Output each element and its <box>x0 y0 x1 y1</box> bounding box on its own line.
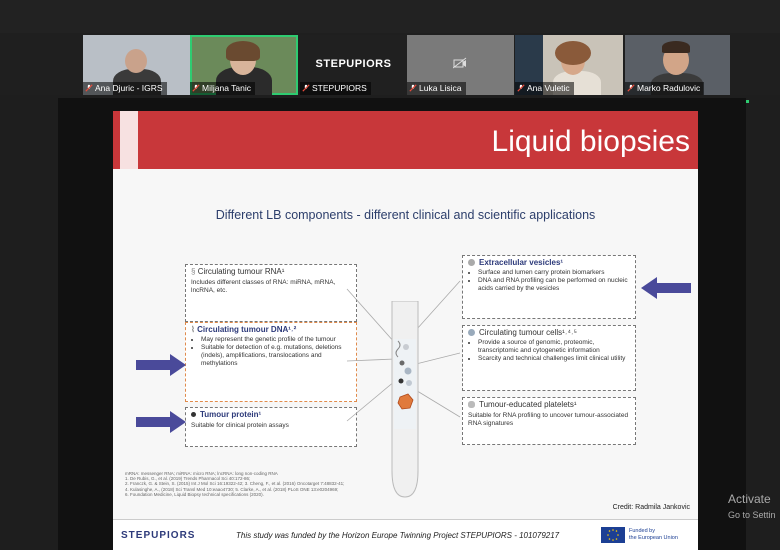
participant-name-label: Marko Radulovic <box>625 82 704 95</box>
windows-activation-subtext: Go to Settin <box>728 510 776 520</box>
arrow-left-icon <box>641 277 691 299</box>
box-text: Suitable for RNA profiling to uncover tumour-associated RNA signatures <box>468 412 629 427</box>
reference-line: 4. Kulasinghe, A., (2018) Sci Transl Med 10:eaao4730; 5. Clarke, A., et al. (2018) PLoS ONE 13:e0204969; <box>125 486 339 492</box>
box-heading: ⌇ Circulating tumour DNA¹˒² <box>191 325 297 334</box>
participant-name-label: Miljana Tanic <box>190 82 255 95</box>
reference-line: 1. De Rubis, G., et al. (2019) Trends Pharmacol Sci 40:172-86; <box>125 476 251 482</box>
participant-tile-ana-djuric[interactable] <box>83 35 190 95</box>
status-indicator <box>746 100 749 103</box>
list-item: • May represent the genetic profile of the tumour <box>201 336 351 344</box>
slide-references <box>125 471 385 497</box>
dna-helix-icon: ⌇ <box>191 325 195 334</box>
participant-name-label: STEPUPIORS <box>300 82 371 95</box>
list-item: • Provide a source of genomic, proteomic, transcriptomic and cytogenetic information <box>478 339 630 355</box>
slide-footer <box>113 519 698 550</box>
slide-subtitle: Different LB components - different clinical and scientific applications <box>215 208 596 222</box>
mic-muted-icon <box>627 84 635 92</box>
participant-name-label: Luka Lisica <box>407 82 466 95</box>
camera-off-icon <box>453 57 467 69</box>
mic-muted-icon <box>517 84 525 92</box>
list-item: • DNA and RNA profiling can be performed on nucleic acids carried by the vesicles <box>478 277 630 293</box>
eu-funding-label: Funded by the European Union <box>629 528 678 541</box>
participant-tile-marko-radulovic[interactable] <box>625 35 730 95</box>
box-heading: Extracellular vesicles¹ <box>468 259 630 267</box>
arrow-right-icon <box>136 411 186 433</box>
participant-hair <box>555 41 591 65</box>
participant-initials: STEPUPIORS <box>315 58 392 70</box>
participant-tile-ana-vuletic[interactable] <box>515 35 623 95</box>
list-item: • Scarcity and technical challenges limit clinical utility <box>478 355 630 363</box>
arrow-right-icon <box>136 354 186 376</box>
rna-strand-icon: § <box>191 267 196 276</box>
participant-name-label: Ana Djuric - IGRS <box>83 82 167 95</box>
reference-line: 2. Franczk, G. & Stein, S. (2015) Int J Mol Sci 16:19322-42; 3. Cheng, F., et al. (2016) Oncotarget 7:48832-41; <box>125 481 345 487</box>
participant-tile-stepupiors[interactable] <box>300 35 407 95</box>
top-bar <box>0 0 780 33</box>
mic-muted-icon <box>409 84 417 92</box>
participant-tile-luka-lisica[interactable] <box>407 35 514 95</box>
box-heading: Tumour-educated platelets¹ <box>468 401 630 409</box>
box-heading: § Circulating tumour RNA¹ <box>191 267 285 276</box>
box-heading: Circulating tumour cells¹˒⁴˒⁵ <box>468 329 630 337</box>
list-item: • Suitable for detection of e.g. mutations, deletions (indels), amplifications, translocations and methylations <box>201 344 351 368</box>
reference-line: mRNA: messenger RNA; miRNA: micro RNA; lncRNA: long non-coding RNA <box>125 471 278 476</box>
participant-hair <box>662 41 690 53</box>
box-text: Includes different classes of RNA: miRNA, mRNA, lncRNA, etc. <box>191 279 336 294</box>
stepupiors-logo: STEPUPIORS <box>121 530 196 541</box>
funding-statement: This study was funded by the Horizon Europe Twinning Project STEPUPIORS - 101079217 <box>236 531 560 540</box>
participant-face <box>125 49 147 73</box>
presentation-slide <box>113 111 698 550</box>
test-tube-illustration <box>388 301 422 501</box>
mic-muted-icon <box>85 84 93 92</box>
box-heading: Tumour protein¹ <box>191 411 351 419</box>
box-text: Suitable for clinical protein assays <box>191 422 289 429</box>
slide-credit: Credit: Radmila Jankovic <box>612 504 690 511</box>
reference-line: 6. Foundation Medicine, Liquid Biopsy technical specifications (2020). <box>125 491 264 497</box>
eu-flag-icon <box>601 527 625 543</box>
participant-hair <box>226 41 260 61</box>
mic-muted-icon <box>302 84 310 92</box>
participant-tile-miljana-tanic[interactable] <box>190 35 298 95</box>
mic-muted-icon <box>192 84 200 92</box>
windows-activation-watermark: Activate <box>728 492 771 506</box>
participant-name-label: Ana Vuletic <box>515 82 574 95</box>
slide-title: Liquid biopsies <box>491 125 690 158</box>
list-item: • Surface and lumen carry protein biomarkers <box>478 269 630 277</box>
